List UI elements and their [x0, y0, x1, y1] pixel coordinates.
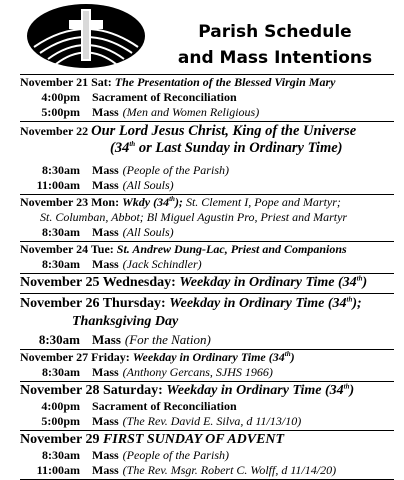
day-feast: Weekday in Ordinary Time (34th) [166, 382, 355, 398]
day-date: November 23 Mon: [20, 195, 120, 209]
row-time: 4:00pm [41, 90, 80, 104]
day-feast: St. Andrew Dung-Lac, Priest and Companions [116, 242, 347, 256]
schedule-row [20, 225, 394, 240]
schedule-row [20, 399, 394, 414]
day-feast-line2: Thanksgiving Day [72, 314, 179, 329]
row-time: 8:30am [38, 332, 80, 347]
day-nov-21 [20, 74, 394, 121]
row-event: Mass [92, 178, 119, 192]
day-nov-24 [20, 241, 394, 273]
day-heading [20, 195, 394, 210]
day-memorials: St. Clement I, Pope and Martyr; [182, 195, 341, 209]
day-nov-28 [20, 381, 394, 430]
row-event: Mass [92, 163, 119, 177]
row-event: Mass [92, 332, 121, 347]
day-nov-22 [20, 121, 394, 194]
row-time: 5:00pm [41, 414, 80, 428]
page-subtitle: and Mass Intentions [177, 48, 373, 68]
schedule-row [20, 463, 394, 478]
schedule-row [20, 331, 394, 348]
row-event: Mass [92, 463, 119, 477]
day-feast: Weekday in Ordinary Time (34th); [169, 295, 362, 311]
row-event: Mass [92, 225, 119, 239]
day-heading [20, 383, 394, 399]
day-heading [20, 275, 394, 291]
row-time: 8:30am [42, 257, 80, 271]
row-time: 8:30am [42, 225, 80, 239]
row-event: Sacrament of Reconciliation [92, 90, 237, 104]
day-feast: Weekday in Ordinary Time (34th) [132, 350, 295, 364]
schedule-row [20, 178, 394, 193]
schedule-row [20, 257, 394, 272]
schedule-row [20, 448, 394, 463]
day-feast: The Presentation of the Blessed Virgin Mary [114, 75, 336, 89]
day-feast: Weekday in Ordinary Time (34th) [179, 274, 368, 290]
row-time: 8:30am [42, 365, 80, 379]
schedule-row [20, 414, 394, 429]
row-event: Mass [92, 414, 119, 428]
row-time: 11:00am [36, 178, 80, 192]
day-date: November 22 [20, 124, 89, 138]
row-time: 5:00pm [41, 105, 80, 119]
row-intention: (All Souls) [122, 178, 174, 192]
day-feast: FIRST SUNDAY OF ADVENT [102, 432, 285, 447]
row-intention: (Men and Women Religious) [122, 105, 260, 119]
row-intention: (Jack Schindler) [122, 257, 202, 271]
day-date: November 27 Friday: [20, 350, 130, 364]
parish-cross-logo-icon [26, 3, 146, 69]
day-date: November 24 Tue: [20, 242, 114, 256]
schedule-row [20, 365, 394, 380]
schedule-row [20, 90, 394, 105]
row-intention: (For the Nation) [124, 332, 211, 347]
day-nov-26 [20, 293, 394, 349]
row-time: 8:30am [42, 448, 80, 462]
row-event: Sacrament of Reconciliation [92, 399, 237, 413]
day-heading [20, 296, 394, 312]
day-date: November 29 [20, 432, 100, 447]
schedule [20, 74, 394, 480]
row-event: Mass [92, 257, 119, 271]
day-feast-line2: (34th or Last Sunday in Ordinary Time) [110, 140, 343, 156]
day-heading [20, 242, 394, 257]
day-nov-29 [20, 430, 394, 480]
row-intention: (People of the Parish) [122, 163, 229, 177]
row-event: Mass [92, 105, 119, 119]
row-intention: (People of the Parish) [122, 448, 229, 462]
day-heading [20, 75, 394, 90]
day-feast: Our Lord Jesus Christ, King of the Universe [91, 123, 357, 139]
row-intention: (The Rev. David E. Silva, d 11/13/10) [122, 414, 302, 428]
day-memorials-line2: St. Columban, Abbot; Bl Miguel Agustin Pro, Priest and Martyr [40, 210, 348, 224]
page-title: Parish Schedule [198, 22, 352, 42]
header [0, 0, 404, 76]
day-heading [20, 124, 394, 139]
day-feast: Wkdy (34th); [122, 195, 183, 209]
day-nov-27 [20, 349, 394, 381]
row-time: 11:00am [36, 463, 80, 477]
day-heading [20, 350, 394, 365]
row-time: 8:30am [42, 163, 80, 177]
row-intention: (All Souls) [122, 225, 174, 239]
schedule-row [20, 105, 394, 120]
day-nov-25 [20, 273, 394, 293]
row-intention: (The Rev. Msgr. Robert C. Wolff, d 11/14/20) [122, 463, 337, 477]
row-intention: (Anthony Gercans, SJHS 1966) [122, 365, 273, 379]
schedule-row [20, 163, 394, 178]
row-time: 4:00pm [41, 399, 80, 413]
row-event: Mass [92, 365, 119, 379]
day-heading [20, 432, 394, 448]
day-date: November 21 Sat: [20, 75, 112, 89]
day-date: November 26 Thursday: [20, 296, 166, 311]
day-date: November 25 Wednesday: [20, 275, 176, 290]
day-date: November 28 Saturday: [20, 383, 163, 398]
day-nov-23 [20, 194, 394, 241]
row-event: Mass [92, 448, 119, 462]
